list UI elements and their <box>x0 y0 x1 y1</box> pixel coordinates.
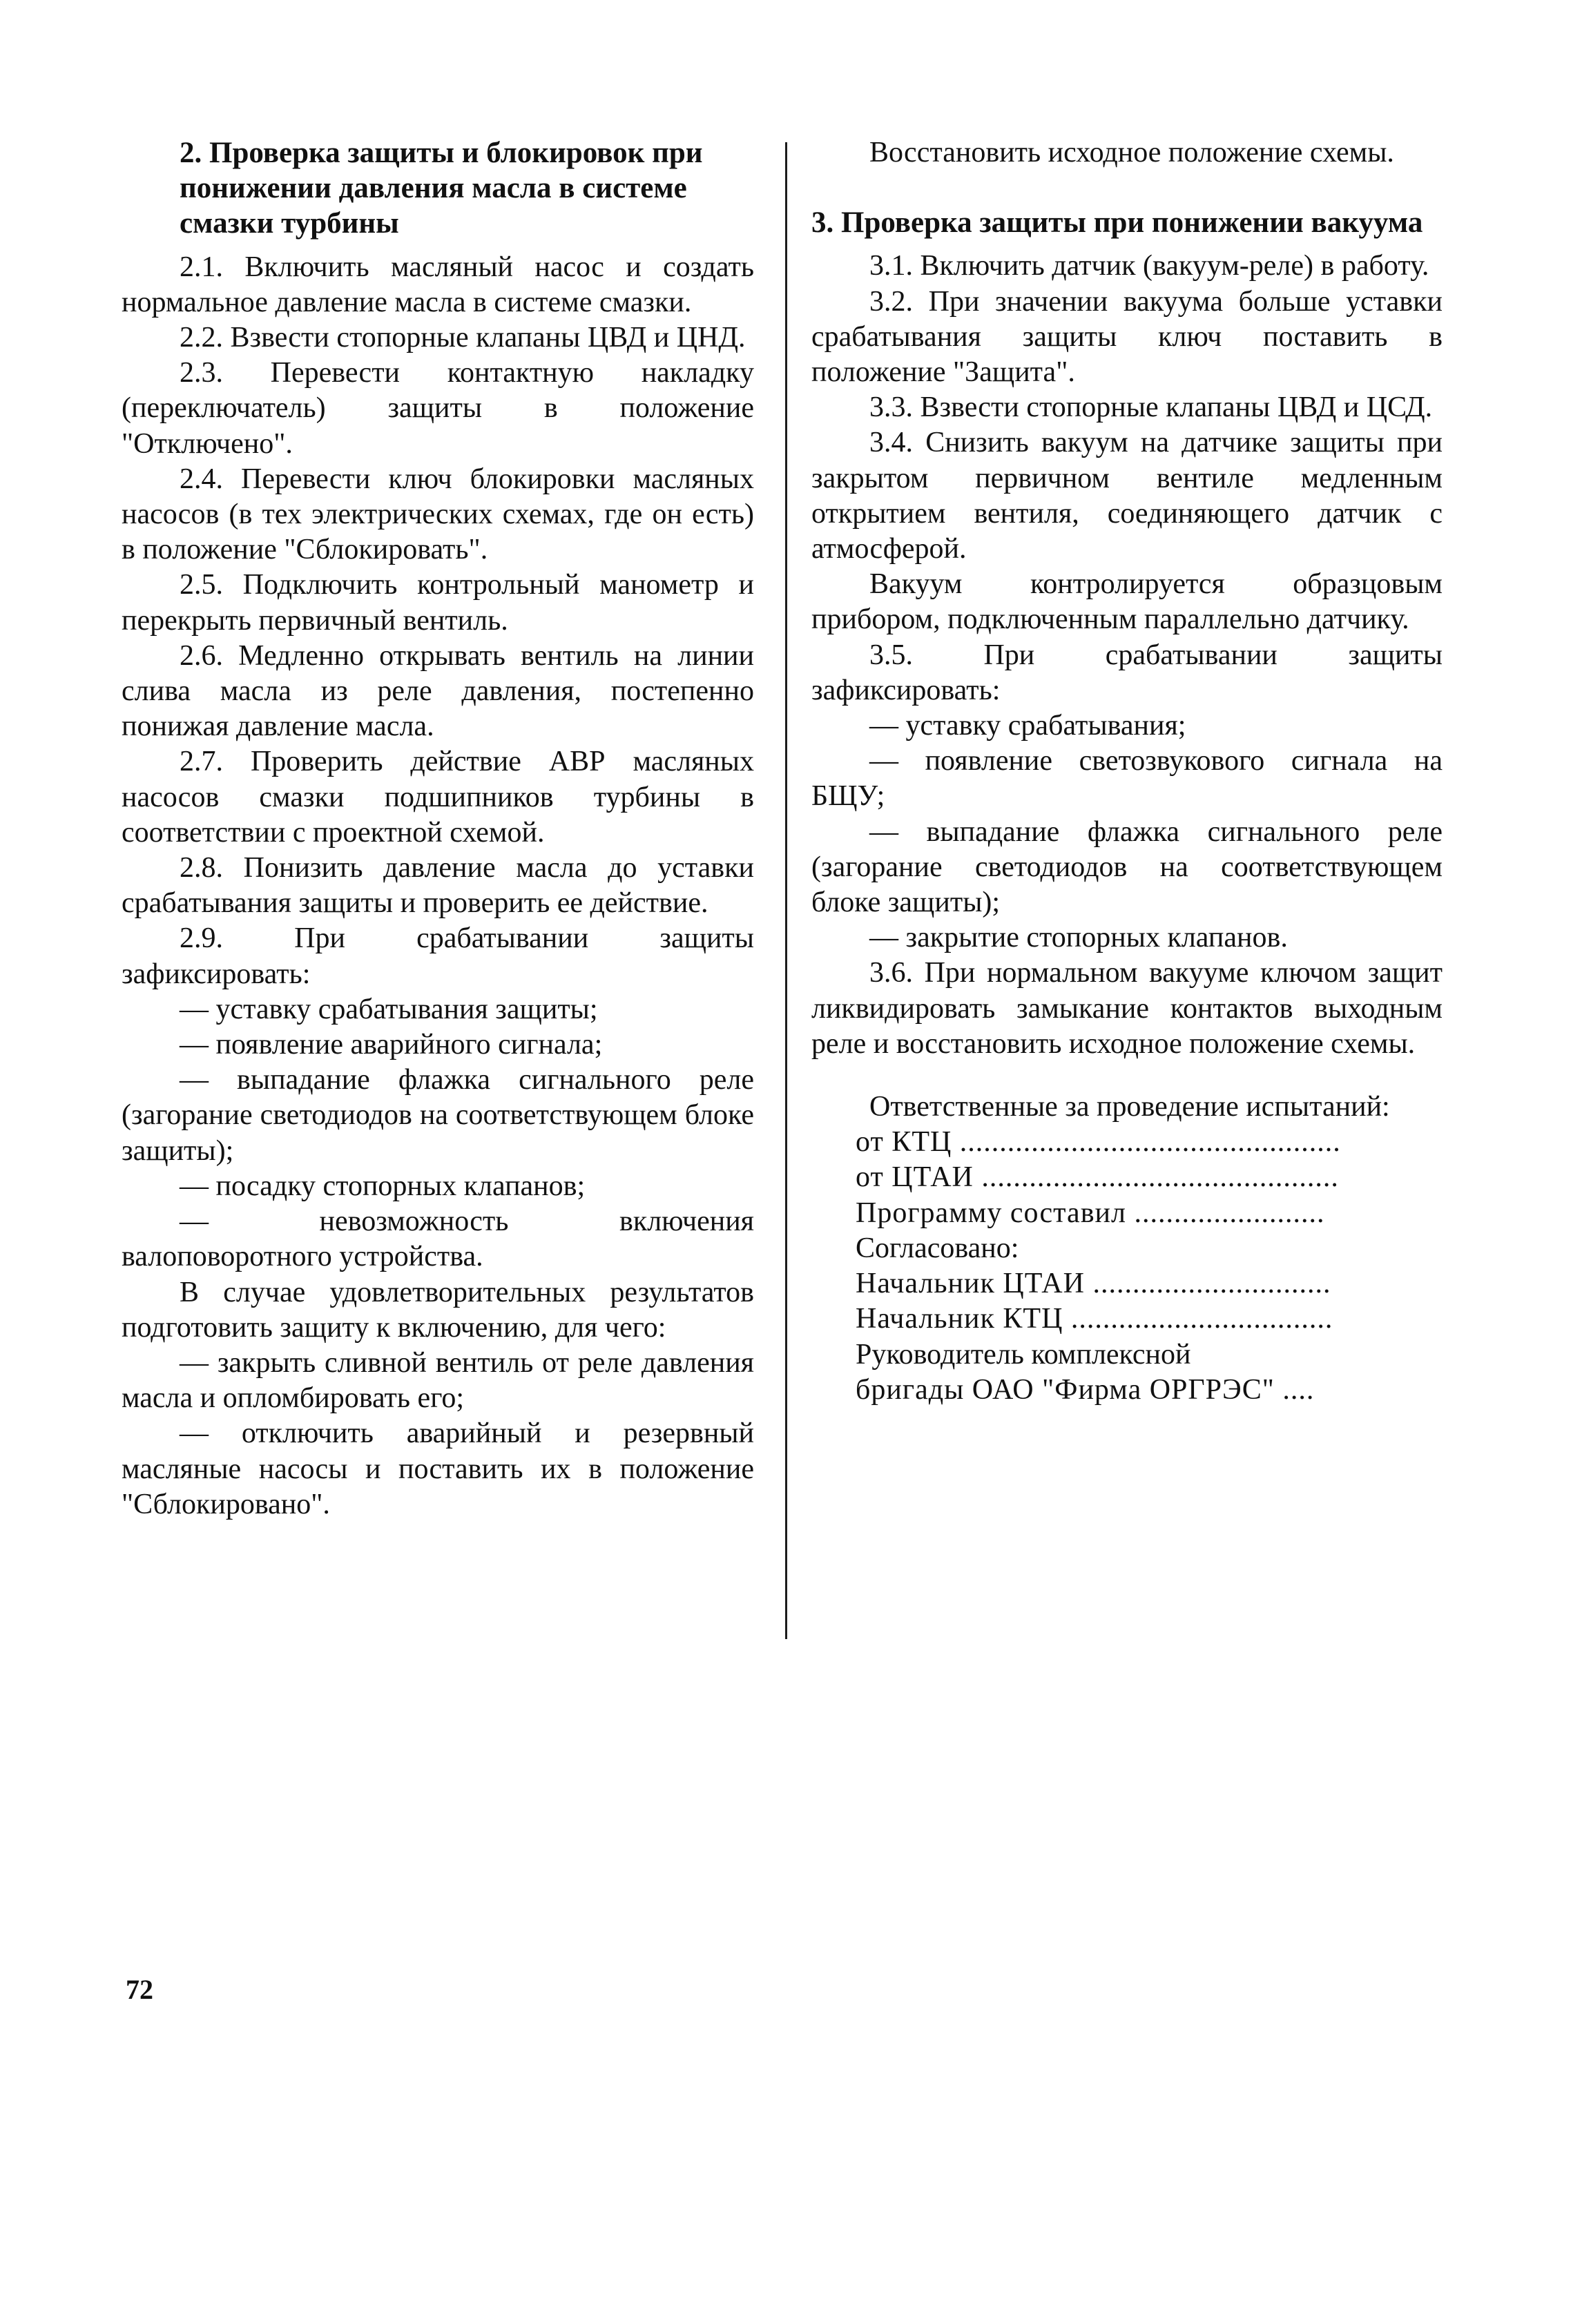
spacer <box>811 1062 1443 1090</box>
signature-line-orgres: бригады ОАО "Фирма ОРГРЭС" .... <box>856 1373 1315 1406</box>
spacer <box>811 171 1443 198</box>
list-item: — уставку срабатывания; <box>869 710 1186 742</box>
item-2-6: 2.6. Медленно открывать вентиль на линии слива масла из реле давления, постепенно понижая давление масла. <box>122 639 754 743</box>
list-item: — закрытие стопорных клапанов. <box>869 922 1288 954</box>
item-3-1: 3.1. Включить датчик (вакуум-реле) в работу. <box>869 250 1429 282</box>
list-item: — закрыть сливной вентиль от реле давления масла и опломбировать его; <box>122 1346 754 1415</box>
signature-line-program-author: Программу составил ........................ <box>856 1197 1325 1229</box>
left-column <box>122 135 754 1522</box>
signature-line-head-ctai: Начальник ЦТАИ .............................. <box>856 1268 1331 1300</box>
item-3-3: 3.3. Взвести стопорные клапаны ЦВД и ЦСД. <box>869 391 1433 424</box>
item-3-2: 3.2. При значении вакуума больше уставки срабатывания защиты ключ поставить в положение "Защита". <box>811 285 1443 389</box>
item-2-1: 2.1. Включить масляный насос и создать нормальное давление масла в системе смазки. <box>122 251 754 318</box>
item-2-8: 2.8. Понизить давление масла до уставки срабатывания защиты и проверить ее действие. <box>122 852 754 920</box>
signature-line-team-leader: Руководитель комплексной <box>856 1338 1191 1371</box>
section-2-heading: 2. Проверка защиты и блокировок при понижении давления масла в системе смазки турбины <box>180 137 703 240</box>
responsible-persons-label: Ответственные за проведение испытаний: <box>869 1091 1390 1123</box>
item-3-6: 3.6. При нормальном вакууме ключом защит ликвидировать замыкание контактов выходным реле и восстановить исходное положение схемы. <box>811 957 1443 1060</box>
item-3-4: 3.4. Снизить вакуум на датчике защиты при закрытом первичном вентиле медленным открытием вентиля, соединяющего датчик с атмосферой. <box>811 427 1443 565</box>
signature-line-head-ktc: Начальник КТЦ ................................. <box>856 1303 1333 1335</box>
column-divider <box>785 142 787 1639</box>
right-column <box>811 135 1443 1408</box>
vacuum-control-paragraph: Вакуум контролируется образцовым прибором, подключенным параллельно датчику. <box>811 568 1443 636</box>
list-item: — появление светозвукового сигнала на БЩУ; <box>811 745 1443 813</box>
list-item: — выпадание флажка сигнального реле (загорание светодиодов на соответствующем блоке защиты); <box>811 815 1443 919</box>
list-item: — невозможность включения валоповоротного устройства. <box>122 1205 754 1273</box>
section-3-heading: 3. Проверка защиты при понижении вакуума <box>811 206 1423 240</box>
satisfactory-results-paragraph: В случае удовлетворительных результатов подготовить защиту к включению, для чего: <box>122 1276 754 1344</box>
item-2-4: 2.4. Перевести ключ блокировки масляных насосов (в тех электрических схемах, где он есть) в положение "Сблокировать". <box>122 463 754 566</box>
list-item: — уставку срабатывания защиты; <box>180 993 598 1025</box>
signature-line-ktc: от КТЦ ................................................ <box>856 1126 1341 1159</box>
item-2-7: 2.7. Проверить действие АВР масляных насосов смазки подшипников турбины в соответствии с проектной схемой. <box>122 746 754 849</box>
restore-scheme-paragraph: Восстановить исходное положение схемы. <box>869 137 1394 168</box>
list-item: — отключить аварийный и резервный масляные насосы и поставить их в положение "Сблокировано". <box>122 1417 754 1520</box>
list-item: — посадку стопорных клапанов; <box>180 1170 586 1202</box>
item-3-5: 3.5. При срабатывании защиты зафиксировать: <box>811 639 1443 706</box>
item-2-9: 2.9. При срабатывании защиты зафиксировать: <box>122 922 754 990</box>
list-item: — выпадание флажка сигнального реле (загорание светодиодов на соответствующем блоке защиты); <box>122 1064 754 1167</box>
list-item: — появление аварийного сигнала; <box>180 1029 603 1061</box>
item-2-3: 2.3. Перевести контактную накладку (переключатель) защиты в положение "Отключено". <box>122 357 754 460</box>
agreed-label: Согласовано: <box>856 1232 1019 1264</box>
item-2-5: 2.5. Подключить контрольный манометр и перекрыть первичный вентиль. <box>122 569 754 637</box>
page-number: 72 <box>126 1974 153 2005</box>
signature-line-ctai: от ЦТАИ ............................................. <box>856 1161 1339 1194</box>
item-2-2: 2.2. Взвести стопорные клапаны ЦВД и ЦНД. <box>180 322 746 354</box>
